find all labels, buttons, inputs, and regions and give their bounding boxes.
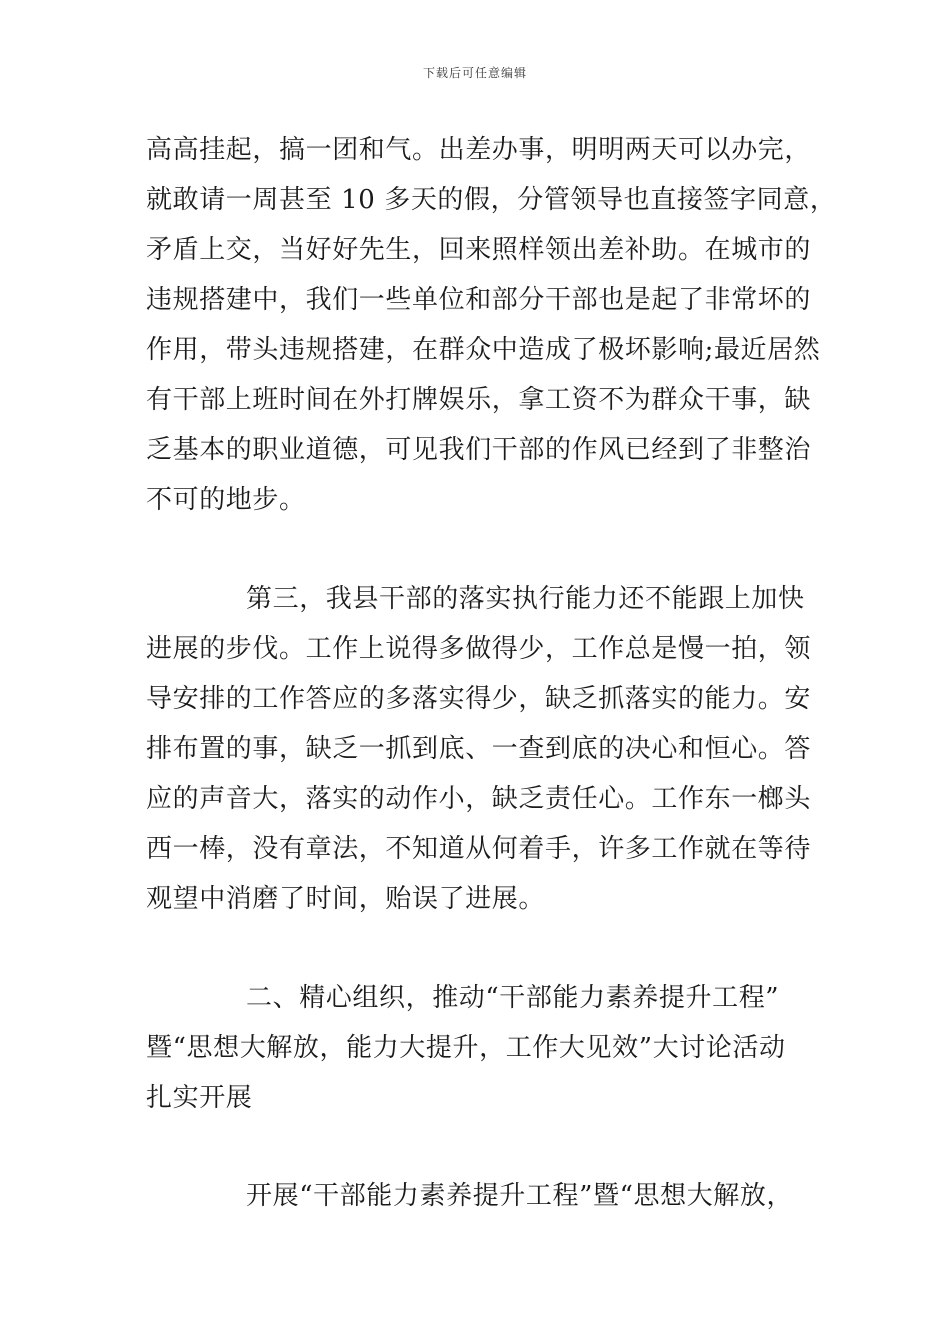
paragraph1-line-1: 高高挂起，搞一团和气。出差办事，明明两天可以办完，: [146, 135, 812, 165]
paragraph1-line-6: 有干部上班时间在外打牌娱乐，拿工资不为群众干事，缺: [146, 385, 812, 415]
paragraph2-line-7: 观望中消磨了时间，贻误了进展。: [146, 884, 546, 914]
paragraph3-line-1: 开展“干部能力素养提升工程”暨“思想大解放，: [246, 1181, 794, 1211]
paragraph1-line-2: 就敢请一周甚至 10 多天的假，分管领导也直接签字同意，: [146, 185, 837, 215]
section-heading-line-3: 扎实开展: [146, 1083, 253, 1113]
paragraph2-line-4: 排布置的事，缺乏一抓到底、一查到底的决心和恒心。答: [146, 734, 812, 764]
header-note: 下载后可任意编辑: [422, 66, 527, 80]
paragraph2-line-5: 应的声音大，落实的动作小，缺乏责任心。工作东一榔头: [146, 784, 812, 814]
paragraph1-line-5: 作用，带头违规搭建，在群众中造成了极坏影响;最近居然: [146, 335, 821, 365]
paragraph2-line-1: 第三，我县干部的落实执行能力还不能跟上加快: [246, 584, 805, 614]
paragraph2-line-3: 导安排的工作答应的多落实得少，缺乏抓落实的能力。安: [146, 684, 812, 714]
paragraph1-line-7: 乏基本的职业道德，可见我们干部的作风已经到了非整治: [146, 435, 812, 465]
paragraph2-line-2: 进展的步伐。工作上说得多做得少，工作总是慢一拍，领: [146, 634, 812, 664]
section-heading-line-1: 二、精心组织，推动“干部能力素养提升工程”: [246, 983, 780, 1013]
paragraph1-line-8: 不可的地步。: [146, 485, 306, 515]
paragraph2-line-6: 西一棒，没有章法，不知道从何着手，许多工作就在等待: [146, 834, 812, 864]
paragraph1-line-3: 矛盾上交，当好好先生，回来照样领出差补助。在城市的: [146, 235, 812, 265]
section-heading-line-2: 暨“思想大解放，能力大提升，工作大见效”大讨论活动: [146, 1033, 786, 1063]
paragraph1-line-4: 违规搭建中，我们一些单位和部分干部也是起了非常坏的: [146, 285, 812, 315]
